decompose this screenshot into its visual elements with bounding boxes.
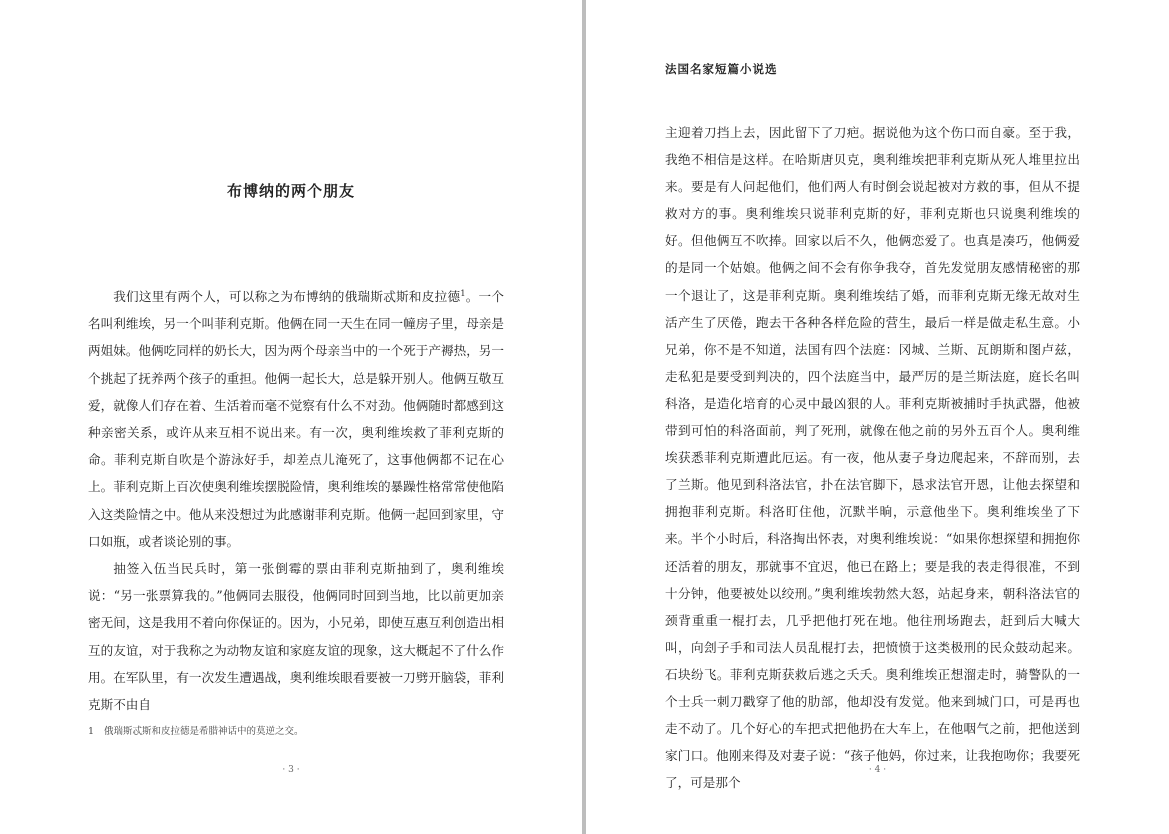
left-body-text bbox=[88, 283, 504, 718]
footnote-text: 俄瑞斯忒斯和皮拉德是希腊神话中的莫逆之交。 bbox=[104, 726, 304, 737]
paragraph: 主迎着刀挡上去，因此留下了刀疤。据说他为这个伤口而自豪。至于我，我绝不相信是这样。在哈斯唐贝克，奥利维埃把菲利克斯从死人堆里拉出来。要是有人问起他们，他们两人有时倒会说起被对方救的事，但从不提救对方的事。奥利维埃只说菲利克斯的好，菲利克斯也只说奥利维埃的好。但他俩互不吹捧。回家以后不久，他俩恋爱了。也真是凑巧，他俩爱的是同一个姑娘。他俩之间不会有你争我夺，首先发觉朋友感情秘密的那一个退让了，这是菲利克斯。奥利维埃结了婚，而菲利克斯无缘无故对生活产生了厌倦，跑去干各种各样危险的营生，最后一样是做走私生意。小兄弟，你不是不知道，法国有四个法庭：冈城、兰斯、瓦朗斯和图卢兹，走私犯是要受到判决的，四个法庭当中，最严厉的是兰斯法庭，庭长名叫科洛，是造化培育的心灵中最凶狠的人。菲利克斯被捕时手执武器，他被带到可怕的科洛面前，判了死刑，就像在他之前的另外五百个人。奥利维埃获悉菲利克斯遭此厄运。有一夜，他从妻子身边爬起来，不辞而别，去了兰斯。他见到科洛法官，扑在法官脚下，恳求法官开恩，让他去探望和拥抱菲利克斯。科洛盯住他，沉默半晌，示意他坐下。奥利维埃坐了下来。半个小时后，科洛掏出怀表，对奥利维埃说：“如果你想探望和拥抱你还活着的朋友，那就事不宜迟，他已在路上；要是我的表走得很准，不到十分钟，他要被处以绞刑。”奥利维埃勃然大怒，站起身来，朝科洛法官的颈背重重一棍打去，几乎把他打死在地。他往刑场跑去，赶到后大喊大叫，向刽子手和司法人员乱棍打去，把愤愤于这类极刑的民众鼓动起来。石块纷飞。菲利克斯获救后逃之夭夭。奥利维埃正想溜走时，骑警队的一个士兵一刺刀戳穿了他的肋部，他却没有发觉。他来到城门口，可是再也走不动了。几个好心的车把式把他扔在大车上，在他咽气之前，把他送到家门口。他刚来得及对妻子说：“孩子他妈，你过来，让我抱吻你；我要死了，可是那个 bbox=[665, 125, 1080, 791]
left-page bbox=[0, 0, 582, 834]
footnote bbox=[88, 723, 504, 737]
paragraph bbox=[88, 283, 504, 555]
footnote-marker[interactable]: 1 bbox=[460, 289, 466, 298]
footnote-number: 1 bbox=[88, 726, 95, 737]
paragraph-text: 。一个名叫利维埃，另一个叫菲利克斯。他俩在同一天生在同一幢房子里，母亲是两姐妹。他俩吃同样的奶长大，因为两个母亲当中的一个死于产褥热，另一个挑起了抚养两个孩子的重担。他俩一起长大，总是躲开别人。他俩互敬互爱，就像人们存在着、生活着而毫不觉察有什么不对劲。他俩随时都感到这种亲密关系，或许从来互相不说出来。有一次，奥利维埃救了菲利克斯的命。菲利克斯自吹是个游泳好手，却差点儿淹死了，这事他俩都不记在心上。菲利克斯上百次使奥利维埃摆脱险情，奥利维埃的暴躁性格常常使他陷入这类险情之中。他从来没想过为此感谢菲利克斯。他俩一起回到家里，守口如瓶，或者谈论别的事。 bbox=[88, 289, 505, 549]
right-page bbox=[586, 0, 1169, 834]
page-number: · 4 · bbox=[868, 765, 887, 775]
page-number: · 3 · bbox=[282, 765, 300, 775]
chapter-title: 布博纳的两个朋友 bbox=[226, 182, 355, 200]
running-head: 法国名家短篇小说选 bbox=[665, 62, 778, 76]
paragraph: 抽签入伍当民兵时，第一张倒霉的票由菲利克斯抽到了，奥利维埃说：“另一张票算我的。”他俩同去服役，他俩同时回到当地，比以前更加亲密无间，这是我用不着向你保证的。因为，小兄弟，即使互惠互利创造出相互的友谊，对于我称之为动物友谊和家庭友谊的现象，这大概起不了什么作用。在军队里，有一次发生遭遇战，奥利维埃眼看要被一刀劈开脑袋，菲利克斯不由自 bbox=[88, 561, 504, 713]
paragraph-text: 我们这里有两个人，可以称之为布博纳的俄瑞斯忒斯和皮拉德 bbox=[113, 289, 461, 304]
right-body-text bbox=[665, 119, 1080, 796]
